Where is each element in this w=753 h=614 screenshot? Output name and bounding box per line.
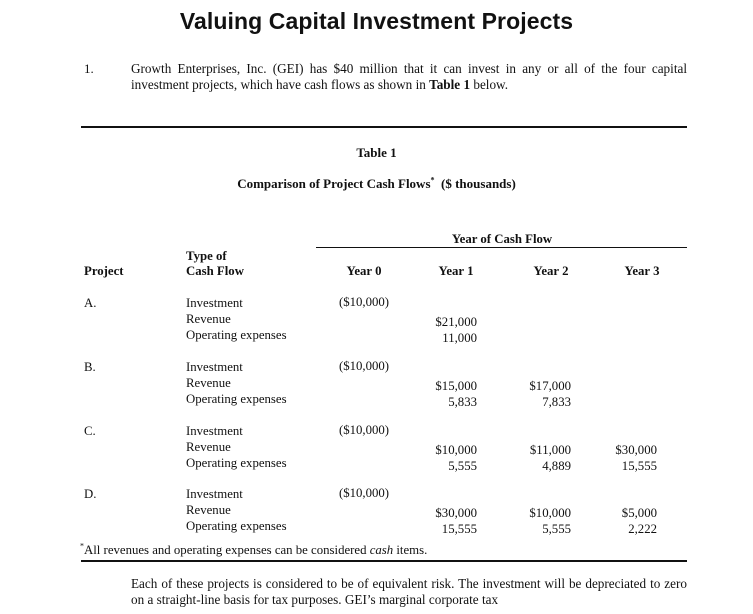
cash-flow-type: Revenue: [186, 312, 231, 326]
cash-flow-value-year0: ($10,000): [338, 295, 390, 309]
cash-flow-type: Investment: [186, 296, 243, 310]
intro-paragraph: [131, 61, 687, 93]
col-type-header-line1: Type of: [186, 249, 227, 263]
footnote-end: items.: [393, 543, 428, 557]
cash-flow-type: Investment: [186, 424, 243, 438]
cash-flow-value-year2: 5,555: [542, 522, 571, 536]
cash-flow-value-year3: 15,555: [621, 459, 657, 473]
table-top-rule: [81, 126, 687, 128]
cash-flow-value-year3: $30,000: [615, 443, 657, 457]
cash-flow-type: Operating expenses: [186, 392, 287, 406]
table-caption: [0, 176, 753, 192]
cash-flow-value-year1: 5,555: [448, 459, 477, 473]
footnote-text: All revenues and operating expenses can be considered: [84, 543, 370, 557]
cash-flow-type: Revenue: [186, 376, 231, 390]
cash-flow-type: Investment: [186, 487, 243, 501]
table-footnote: [80, 543, 427, 558]
col-project-header: Project: [84, 264, 124, 278]
project-label: A.: [84, 296, 97, 310]
cash-flow-value-year0: ($10,000): [338, 486, 390, 500]
cash-flow-value-year2: 7,833: [542, 395, 571, 409]
col-type-header-line2: Cash Flow: [186, 264, 244, 278]
cash-flow-value-year2: 4,889: [542, 459, 571, 473]
cash-flow-value-year1: 5,833: [448, 395, 477, 409]
year-group-rule: [316, 247, 687, 248]
body-paragraph: Each of these projects is considered to be of equivalent risk. The investment will be depreciated to zero on a straight-line basis for tax purposes. GEI’s marginal corporate tax: [131, 576, 687, 607]
project-label: D.: [84, 487, 97, 501]
intro-end: below.: [470, 77, 509, 92]
table-label: Table 1: [356, 145, 397, 160]
cash-flow-value-year1: 15,555: [441, 522, 477, 536]
cash-flow-type: Operating expenses: [186, 519, 287, 533]
col-year0-header: Year 0: [346, 264, 382, 278]
footnote-emph: cash: [369, 543, 394, 557]
col-year2-header: Year 2: [533, 264, 569, 278]
table-caption-text: Comparison of Project Cash Flows: [237, 176, 431, 191]
project-label: C.: [84, 424, 96, 438]
col-year1-header: Year 1: [438, 264, 474, 278]
cash-flow-value-year1: 11,000: [442, 331, 477, 345]
cash-flow-value-year2: $10,000: [529, 506, 571, 520]
intro-table-ref: Table 1: [429, 77, 471, 92]
cash-flow-value-year3: 2,222: [628, 522, 657, 536]
table-caption-units: ($ thousands): [441, 176, 516, 191]
cash-flow-type: Operating expenses: [186, 456, 287, 470]
year-group-header: Year of Cash Flow: [451, 232, 553, 246]
cash-flow-value-year1: $21,000: [435, 315, 477, 329]
table-caption-mark: *: [430, 175, 435, 185]
cash-flow-value-year2: $17,000: [529, 379, 571, 393]
footnote-mark: *: [80, 541, 84, 551]
cash-flow-value-year1: $15,000: [435, 379, 477, 393]
cash-flow-value-year3: $5,000: [621, 506, 657, 520]
table-bottom-rule: [81, 560, 687, 562]
intro-text: Growth Enterprises, Inc. (GEI) has $40 million that it can invest in any or all of the four capital investment projects, which have cash flows as shown in: [131, 61, 687, 92]
cash-flow-type: Investment: [186, 360, 243, 374]
page-title: Valuing Capital Investment Projects: [179, 8, 574, 34]
cash-flow-type: Revenue: [186, 503, 231, 517]
project-label: B.: [84, 360, 96, 374]
cash-flow-value-year0: ($10,000): [338, 423, 390, 437]
cash-flow-value-year1: $10,000: [435, 443, 477, 457]
cash-flow-value-year2: $11,000: [529, 443, 571, 457]
cash-flow-value-year1: $30,000: [435, 506, 477, 520]
cash-flow-type: Operating expenses: [186, 328, 287, 342]
cash-flow-type: Revenue: [186, 440, 231, 454]
cash-flow-value-year0: ($10,000): [338, 359, 390, 373]
question-number: 1.: [84, 61, 94, 76]
col-year3-header: Year 3: [624, 264, 660, 278]
